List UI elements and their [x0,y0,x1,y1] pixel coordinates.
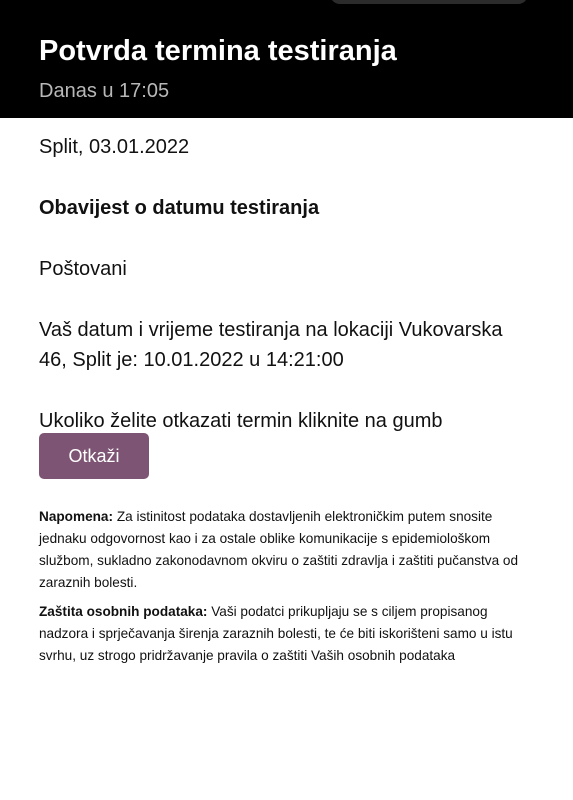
cancel-appointment-button[interactable]: Otkaži [39,433,149,479]
disclaimer-note [39,506,534,594]
notification-time: Danas u 17:05 [39,80,170,102]
notification-header [0,0,573,118]
notification-title: Potvrda termina testiranja [39,35,397,67]
privacy-label: Zaštita osobnih podataka: [39,604,208,619]
disclaimer-text: Za istinitost podataka dostavljenih elektroničkim putem snosite jednaku odgovornost kao i za ostale oblike komunikacije s epidemiološkom službom, sukladno zakonodavnom okviru o zaštiti zdravlja i zaštiti pučanstva od zaraznih bolesti. [39,509,519,590]
disclaimer-label: Napomena: [39,509,114,524]
appointment-details: Vaš datum i vrijeme testiranja na lokaciji Vukovarska 46, Split je: 10.01.2022 u 14:21:00 [39,319,503,371]
privacy-text: Vaši podatci prikupljaju se s ciljem propisanog nadzora i sprječavanja širenja zaraznih bolesti, te će biti iskorišteni samo u istu svrhu, uz strogo pridržavanje pravila o zaštiti Vaših osobnih podataka [39,604,513,663]
greeting: Poštovani [39,258,127,280]
message-body [0,132,573,667]
date-line: Split, 03.01.2022 [39,136,190,158]
privacy-note [39,601,534,667]
cancel-prompt: Ukoliko želite otkazati termin kliknite na gumb [39,410,443,432]
status-bar-pill [330,0,528,4]
message-heading: Obavijest o datumu testiranja [39,197,320,219]
